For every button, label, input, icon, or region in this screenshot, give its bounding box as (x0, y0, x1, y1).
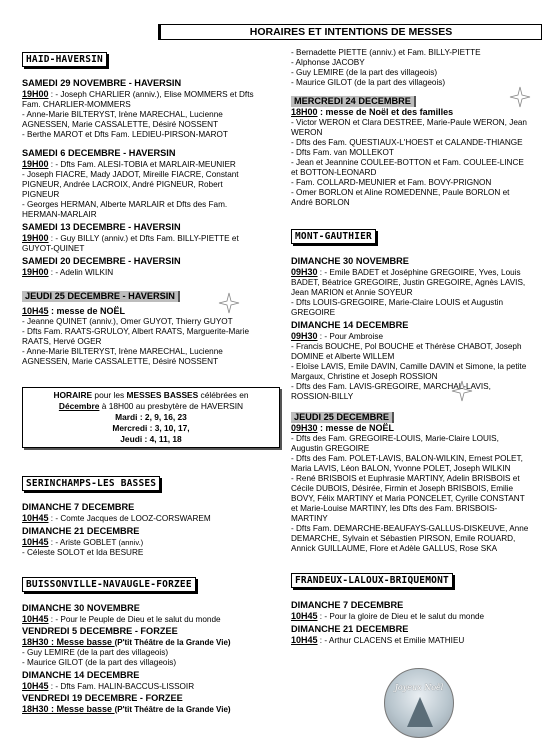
intention-line: Maria LAVIS, Léon BALON, Yvonne POLET, Joseph WILKIN (291, 464, 511, 474)
intention-line: et Marie-Louise MARTINY, les Dfts des Fam. BRISBOIS- (291, 504, 498, 514)
date-heading: DIMANCHE 21 DECEMBRE (291, 624, 409, 634)
box-schedule-line: Mercredi : 3, 10, 17, (112, 423, 190, 433)
mass-entry (22, 637, 284, 648)
intention-line: - Maurice GILOT (de la part des villageois) (291, 78, 446, 87)
mass-time: 09H30 (291, 267, 318, 277)
mass-entry (22, 614, 284, 625)
intention-line: WERON (291, 128, 323, 138)
date-heading: DIMANCHE 14 DECEMBRE (22, 670, 140, 680)
intention-line: et BOTTON-LEONARD (291, 168, 377, 178)
intention-line: PIGNEUR (22, 190, 60, 199)
date-heading: DIMANCHE 30 NOVEMBRE (291, 256, 409, 266)
intention-line: Cécile DUBOIS, Désirée, Firmin et Joseph BRISBOIS, Emilie (291, 484, 514, 494)
intention-text: : - Pour la gloire de Dieu et le salut du monde (317, 612, 485, 621)
intention-line: GREGOIRE (291, 308, 336, 317)
date-heading-christmas-eve: MERCREDI 24 DECEMBRE (291, 96, 416, 107)
box-text: Décembre (58, 401, 100, 411)
intention-text: : - Dfts Fam. HALIN-BACCUS-LISSOIR (48, 682, 195, 691)
mass-label: : Messe basse (48, 704, 115, 714)
mass-entry (22, 306, 284, 317)
date-heading: DIMANCHE 14 DECEMBRE (291, 320, 409, 330)
intention-text: : - Dfts Fam. ALESI-TOBIA et MARLAIR-MEUNIER (48, 160, 236, 169)
intention-line: - Fam. COLLARD-MEUNIER et Fam. BOVY-PRIGNON (291, 178, 492, 188)
star-icon (451, 380, 473, 402)
section-header-haid-haversin: HAID-HAVERSIN (22, 52, 107, 67)
intention-line: PIGNEUR, Andrée LACROIX, André PIGNEUR, Robert (22, 180, 223, 189)
section-header-frandeux: FRANDEUX-LALOUX-BRIQUEMONT (291, 573, 453, 588)
intention-line: - Victor WERON et Clara DESTREE, Marie-Paule WERON, Jean (291, 118, 527, 128)
mass-entry (22, 537, 284, 548)
intention-line: - Dfts LOUIS-GREGOIRE, Marie-Claire LOUIS et Augustin (291, 298, 504, 307)
mass-entry (291, 267, 549, 278)
badge-text: Joyeux Noël (394, 683, 444, 692)
intention-line: - Dfts des Fam. POLET-LAVIS, BALON-WILKIN, Ernest POLET, (291, 454, 523, 464)
mass-entry (291, 423, 549, 434)
intention-line: Margaux, Christine et Joseph ROSSION (291, 372, 438, 381)
intention-line: - Omer BORLON et Aline ROMEDENNE, Paule BORLON et (291, 188, 510, 198)
intention-line: - Alphonse JACOBY (291, 58, 365, 67)
intention-line: - Georges HERMAN, Alberte MARLAIR et Dfts des Fam. (22, 200, 228, 209)
mass-time: 18H00 (291, 107, 318, 118)
intention-line: - Dfts Fam. DEMARCHE-BEAUFAYS-GALLUS-DISKEUVE, Anne (291, 524, 529, 534)
haid-haversin-section (22, 52, 284, 367)
date-heading: VENDREDI 19 DECEMBRE - FORZEE (22, 693, 183, 703)
intention-line: Augustin GREGOIRE (291, 444, 370, 454)
intention-line: - Anne-Marie BILTERYST, Irène MARECHAL, Lucienne (22, 110, 223, 119)
mass-entry (22, 233, 284, 244)
mass-time: 10H45 (291, 611, 318, 621)
intention-line: DEMARCHE, Sylvain et Sébastien PIRSON, Emile ROUARD, (291, 534, 516, 544)
intention-line: BADET, Béatrice GREGOIRE, Justin GREGOIRE, Agnès LAVIS, (291, 278, 526, 287)
mass-entry (291, 611, 549, 622)
mass-entry (291, 635, 549, 646)
mass-time: 19H00 (22, 159, 49, 169)
intention-line: - Dfts des Fam. GREGOIRE-LOUIS, Marie-Claire LOUIS, (291, 434, 499, 444)
date-heading: DIMANCHE 7 DECEMBRE (291, 600, 404, 610)
date-heading: SAMEDI 6 DECEMBRE - HAVERSIN (22, 148, 176, 158)
mass-entry (22, 513, 284, 524)
intention-note: (anniv.) (118, 538, 144, 547)
mass-time: 10H45 (22, 614, 49, 624)
intention-line: André BORLON (291, 198, 350, 208)
intention-line: - Dfts des Fam. LAVIS-GREGOIRE, MARCHAL-LAVIS, (291, 382, 491, 391)
intention-line: Fam. CHARLIER-MOMMERS (22, 100, 131, 109)
intention-line: - Anne-Marie BILTERYST, Irène MARECHAL, Lucienne (22, 347, 223, 357)
date-heading-christmas: JEUDI 25 DECEMBRE - HAVERSIN (22, 291, 180, 302)
star-icon (509, 86, 531, 108)
mont-gauthier-section (291, 229, 549, 554)
section-header-serinchamps: SERINCHAMPS-LES BASSES (22, 476, 160, 491)
mass-entry (22, 89, 284, 100)
intention-line: Annick GUILLAUME, Flore et Adèle GALLUS, Rose SKA (291, 544, 498, 554)
intention-text: : - Pour le Peuple de Dieu et le salut du monde (48, 615, 221, 624)
mass-entry (291, 331, 549, 342)
mass-time: 18H30 (22, 637, 49, 647)
christmas-badge-image (384, 668, 454, 738)
mass-label: : messe de NOËL (317, 423, 395, 434)
mass-time: 19H00 (22, 89, 49, 99)
mass-entry (22, 159, 284, 170)
page-title: HORAIRES ET INTENTIONS DE MESSES (158, 24, 542, 40)
buissonville-section (22, 577, 284, 715)
mass-time: 09H30 (291, 331, 318, 341)
box-text: HORAIRE (53, 390, 93, 400)
mass-time: 10H45 (291, 635, 318, 645)
intention-line: GUYOT-QUINET (22, 244, 85, 253)
mass-time: 10H45 (22, 513, 49, 523)
intention-line: Jean MARION et Annie SOYEUR (291, 288, 413, 297)
date-heading: VENDREDI 5 DECEMBRE - FORZEE (22, 626, 178, 636)
date-heading-christmas: JEUDI 25 DECEMBRE (291, 412, 394, 423)
haid-continued (291, 48, 549, 208)
intention-line: - Berthe MAROT et Dfts Fam. LEDIEU-PIRSON-MAROT (22, 130, 228, 139)
date-heading: DIMANCHE 30 NOVEMBRE (22, 603, 140, 613)
intention-line: - Céleste SOLOT et Ida BESURE (22, 548, 144, 557)
intention-line: - Eloïse LAVIS, Emile DAVIN, Camille DAVIN et Simone, la petite (291, 362, 527, 371)
mass-location: (P'tit Théâtre de la Grande Vie) (114, 705, 231, 714)
mass-time: 18H30 (22, 704, 49, 714)
star-icon (218, 292, 240, 314)
intention-line: - Bernadette PIETTE (anniv.) et Fam. BILLY-PIETTE (291, 48, 481, 57)
box-text: MESSES BASSES (126, 390, 199, 400)
intention-line: AGNESSEN, Marie CASSALETTE, Désiré NOSSENT (22, 120, 219, 129)
intention-line: MARTINY (291, 514, 328, 524)
intention-line: - Jean et Jeannine COULEE-BOTTON et Fam. COULEE-LINCE (291, 158, 524, 168)
date-heading: DIMANCHE 21 DECEMBRE (22, 526, 140, 536)
christmas-tree-icon (407, 697, 433, 727)
section-header-buissonville: BUISSONVILLE-NAVAUGLE-FORZEE (22, 577, 196, 592)
intention-line: - Dfts Fam. RAATS-GRULOY, Albert RAATS, Marguerite-Marie (22, 327, 250, 337)
date-heading: SAMEDI 29 NOVEMBRE - HAVERSIN (22, 78, 182, 88)
date-heading: SAMEDI 20 DECEMBRE - HAVERSIN (22, 256, 181, 266)
box-text: célébrées en (198, 390, 249, 400)
mass-time: 19H00 (22, 267, 49, 277)
intention-line: - Joseph FIACRE, Mady JADOT, Mireille FIACRE, Constant (22, 170, 239, 179)
intention-line: - René BRISBOIS et Euphrasie MARTINY, Adelin BRISBOIS et (291, 474, 520, 484)
intention-text: : - Arthur CLACENS et Emilie MATHIEU (317, 636, 465, 645)
intention-line: - Francis BOUCHE, Pol BOUCHE et Thérèse CHABOT, Joseph (291, 342, 522, 351)
intention-text: : - Adelin WILKIN (48, 268, 114, 277)
mass-time: 10H45 (22, 537, 49, 547)
intention-text: : - Ariste GOBLET (48, 538, 119, 547)
mass-label: : messe de Noël et des familles (317, 107, 454, 118)
section-header-mont-gauthier: MONT-GAUTHIER (291, 229, 376, 244)
mass-time: 19H00 (22, 233, 49, 243)
box-text: pour les (92, 390, 127, 400)
intention-line: RAATS, Hervé OGER (22, 337, 102, 347)
intention-line: - Dfts Fam. van MOLLEKOT (291, 148, 394, 158)
intention-text: : - Pour Ambroise (317, 332, 384, 341)
mass-location: (P'tit Théâtre de la Grande Vie) (114, 638, 231, 647)
box-schedule-line: Mardi : 2, 9, 16, 23 (115, 412, 187, 422)
mass-time: 09H30 (291, 423, 318, 434)
intention-line: AGNESSEN, Marie CASSALETTE, Désiré NOSSENT (22, 357, 219, 367)
mass-label: : Messe basse (48, 637, 115, 647)
intention-line: - Maurice GILOT (de la part des villageois) (22, 658, 177, 667)
low-masses-info-box (22, 387, 280, 448)
intention-text: : - Joseph CHARLIER (anniv.), Elise MOMMERS et Dfts (48, 90, 254, 99)
mass-time: 10H45 (22, 306, 49, 317)
intention-text: : - Guy BILLY (anniv.) et Dfts Fam. BILLY-PIETTE et (48, 234, 239, 243)
box-schedule-line: Jeudi : 4, 11, 18 (120, 434, 182, 444)
intention-text: : - Emile BADET et Joséphine GREGOIRE, Yves, Louis (317, 268, 521, 277)
intention-line: - Dfts des Fam. QUESTIAUX-L'HOEST et CALANDE-THIANGE (291, 138, 523, 148)
mass-entry (22, 267, 284, 278)
intention-line: BOVY, Félix MARTINY et Maria PONCELET, Cyrille CONSTANT (291, 494, 525, 504)
mass-label: : messe de NOËL (48, 306, 126, 317)
mass-entry (291, 107, 549, 118)
mass-time: 10H45 (22, 681, 49, 691)
date-heading: DIMANCHE 7 DECEMBRE (22, 502, 135, 512)
intention-line: - Guy LEMIRE (de la part des villageois) (22, 648, 169, 657)
intention-text: : - Comte Jacques de LOOZ-CORSWAREM (48, 514, 211, 523)
intention-line: HERMAN-MARLAIR (22, 210, 97, 219)
frandeux-section (291, 573, 549, 646)
box-text: à 18H00 au presbytère de HAVERSIN (99, 401, 244, 411)
date-heading: SAMEDI 13 DECEMBRE - HAVERSIN (22, 222, 181, 232)
mass-entry (22, 704, 284, 715)
intention-line: - Guy LEMIRE (de la part des villageois) (291, 68, 438, 77)
serinchamps-section (22, 476, 284, 558)
intention-line: DOMINE et Alberte WILLEM (291, 352, 395, 361)
mass-entry (22, 681, 284, 692)
intention-line: ROSSION-BILLY (291, 392, 354, 401)
intention-line: - Jeanne QUINET (anniv.), Omer GUYOT, Thierry GUYOT (22, 317, 233, 327)
